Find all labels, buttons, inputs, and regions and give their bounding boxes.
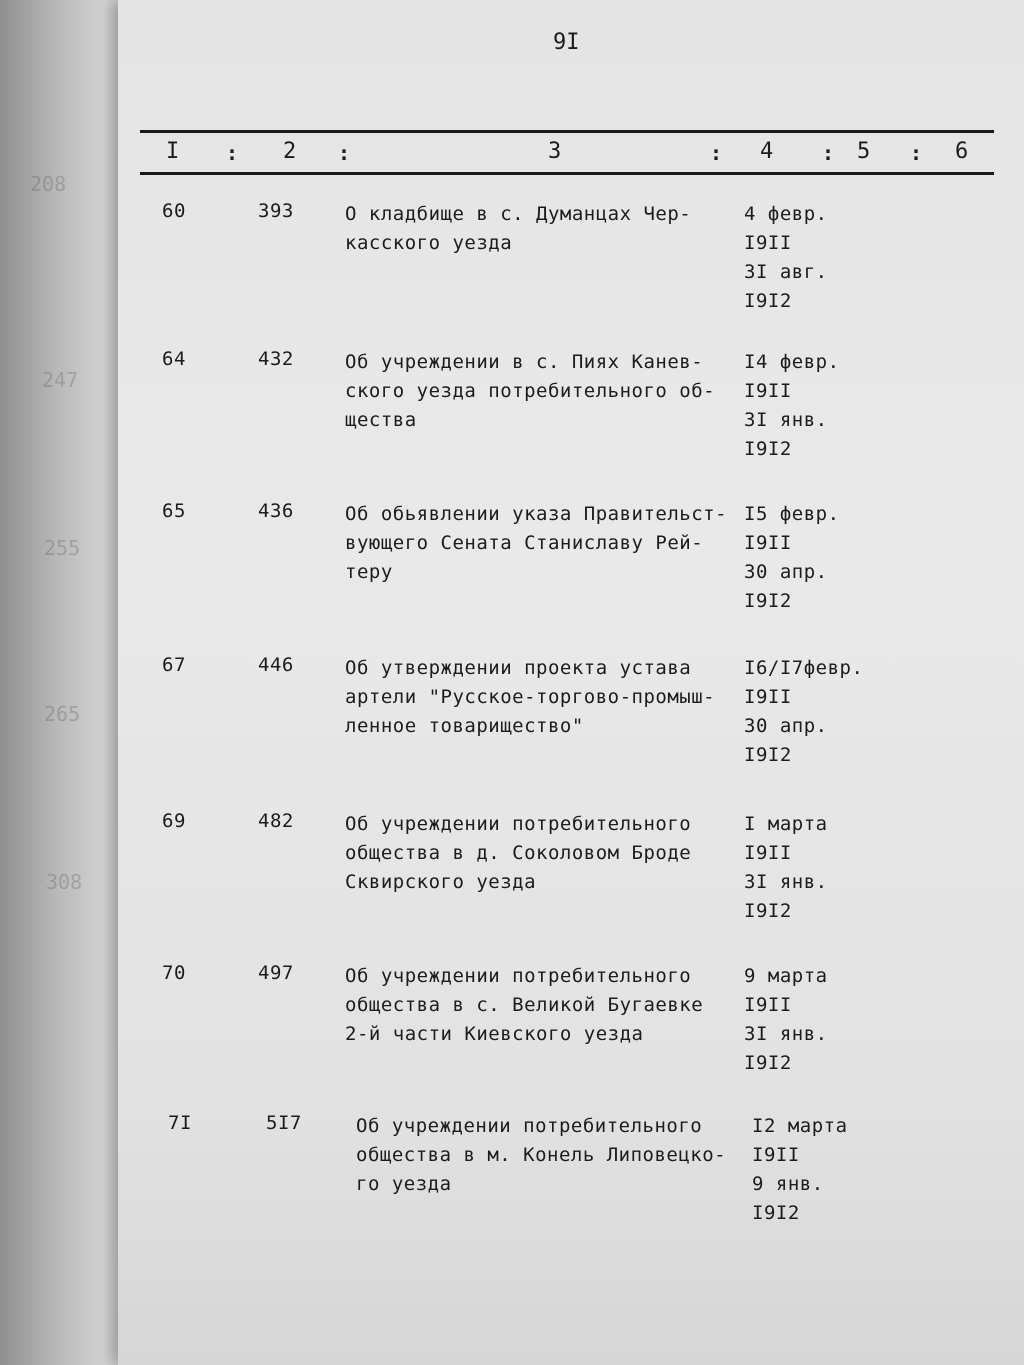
document-number: 482 [258, 810, 294, 832]
header-separator: : [338, 141, 351, 165]
bleed-through-mark: 308 [46, 870, 83, 894]
title-line: Об утверждении проекта устава [345, 657, 692, 679]
start-year: I9II [744, 232, 792, 254]
title-line: го уезда [356, 1173, 452, 1195]
document-number: 497 [258, 962, 294, 984]
title-line: Об учреждении в с. Пиях Канев- [345, 351, 704, 373]
title-line: щества [345, 409, 417, 431]
row-number: 67 [162, 654, 186, 676]
header-col-3: 3 [548, 139, 562, 164]
table-row [0, 1112, 1024, 1252]
start-year: I9II [744, 380, 792, 402]
document-number: 393 [258, 200, 294, 222]
bleed-through-mark: 208 [30, 172, 67, 196]
title-line: Сквирского уезда [345, 871, 537, 893]
title-line: теру [345, 561, 393, 583]
date-range [744, 500, 894, 616]
end-year: I9I2 [752, 1202, 800, 1224]
date-range [744, 810, 894, 926]
start-year: I9II [744, 842, 792, 864]
page-number: 9I [553, 30, 580, 55]
table-row [0, 962, 1024, 1102]
date-range [744, 654, 894, 770]
header-separator: : [822, 141, 835, 165]
end-year: I9I2 [744, 900, 792, 922]
start-date: 4 февр. [744, 203, 828, 225]
start-date: I марта [744, 813, 828, 835]
case-title [345, 348, 755, 435]
end-date: 30 апр. [744, 715, 828, 737]
end-year: I9I2 [744, 1052, 792, 1074]
bleed-through-mark: 255 [44, 536, 81, 560]
row-number: 64 [162, 348, 186, 370]
end-date: 3I янв. [744, 871, 828, 893]
table-row [0, 200, 1024, 340]
case-title [345, 654, 755, 741]
header-col-2: 2 [283, 139, 297, 164]
start-year: I9II [744, 994, 792, 1016]
row-number: 60 [162, 200, 186, 222]
title-line: О кладбище в с. Думанцах Чер- [345, 203, 692, 225]
title-line: Об учреждении потребительного [345, 965, 692, 987]
header-separator: : [226, 141, 239, 165]
start-date: 9 марта [744, 965, 828, 987]
title-line: ского уезда потребительного об- [345, 380, 716, 402]
end-date: 3I авг. [744, 261, 828, 283]
case-title [345, 962, 755, 1049]
end-date: 30 апр. [744, 561, 828, 583]
date-range [752, 1112, 902, 1228]
document-number: 436 [258, 500, 294, 522]
header-col-6: 6 [955, 139, 969, 164]
start-date: I2 марта [752, 1115, 848, 1137]
start-year: I9II [744, 532, 792, 554]
row-number: 69 [162, 810, 186, 832]
title-line: общества в м. Конель Липовецко- [356, 1144, 727, 1166]
end-year: I9I2 [744, 590, 792, 612]
title-line: общества в д. Соколовом Броде [345, 842, 692, 864]
start-date: I5 февр. [744, 503, 840, 525]
header-col-5: 5 [857, 139, 871, 164]
table-row [0, 654, 1024, 794]
title-line: артели "Русское-торгово-промыш- [345, 686, 716, 708]
header-rule-top [140, 130, 994, 133]
start-year: I9II [752, 1144, 800, 1166]
title-line: общества в с. Великой Бугаевке [345, 994, 704, 1016]
end-date: 3I янв. [744, 409, 828, 431]
end-year: I9I2 [744, 438, 792, 460]
document-number: 432 [258, 348, 294, 370]
title-line: ленное товарищество" [345, 715, 584, 737]
header-rule-bottom [140, 172, 994, 175]
case-title [345, 500, 755, 587]
title-line: Об обьявлении указа Правительст- [345, 503, 728, 525]
table-row [0, 500, 1024, 640]
end-year: I9I2 [744, 744, 792, 766]
start-year: I9II [744, 686, 792, 708]
case-title [345, 810, 755, 897]
date-range [744, 348, 894, 464]
title-line: 2-й части Киевского уезда [345, 1023, 644, 1045]
row-number: 70 [162, 962, 186, 984]
end-year: I9I2 [744, 290, 792, 312]
start-date: I6/I7февр. [744, 657, 864, 679]
case-title [345, 200, 755, 258]
date-range [744, 962, 894, 1078]
bleed-through-mark: 265 [44, 702, 81, 726]
header-separator: : [910, 141, 923, 165]
title-line: Об учреждении потребительного [345, 813, 692, 835]
table-row [0, 810, 1024, 950]
title-line: Об учреждении потребительного [356, 1115, 703, 1137]
start-date: I4 февр. [744, 351, 840, 373]
row-number: 7I [168, 1112, 192, 1134]
table-row [0, 348, 1024, 488]
title-line: вующего Сената Станиславу Рей- [345, 532, 704, 554]
case-title [356, 1112, 766, 1199]
document-number: 446 [258, 654, 294, 676]
end-date: 9 янв. [752, 1173, 824, 1195]
bleed-through-mark: 247 [42, 368, 79, 392]
header-col-1: I [166, 139, 180, 164]
end-date: 3I янв. [744, 1023, 828, 1045]
header-separator: : [710, 141, 723, 165]
document-number: 5I7 [266, 1112, 302, 1134]
title-line: касского уезда [345, 232, 513, 254]
row-number: 65 [162, 500, 186, 522]
date-range [744, 200, 894, 316]
header-col-4: 4 [760, 139, 774, 164]
